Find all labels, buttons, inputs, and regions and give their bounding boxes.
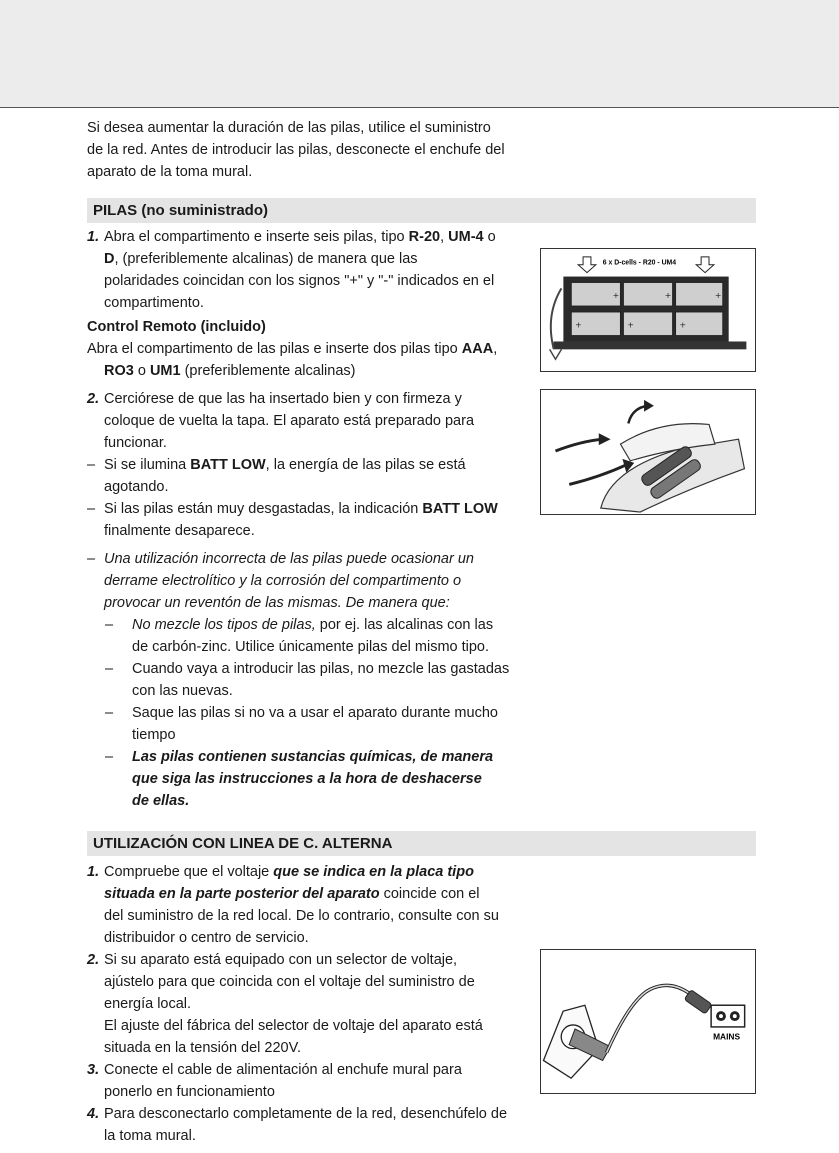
mains-plug-illustration xyxy=(541,950,755,1093)
text-run: por ej. las alcalinas con las xyxy=(315,617,494,633)
remote-battery-illustration xyxy=(541,390,755,514)
text-line xyxy=(87,360,527,382)
text-line: Saque las pilas si no va a usar el aparato durante mucho xyxy=(132,705,498,721)
battery-type: R-20 xyxy=(408,229,441,245)
step-number: 1. xyxy=(87,864,100,880)
text-run: , la energía de las pilas se está xyxy=(265,457,466,473)
section-header-ac: UTILIZACIÓN CON LINEA DE C. ALTERNA xyxy=(87,831,756,856)
battery-type: RO3 xyxy=(104,363,134,379)
text-line xyxy=(132,614,527,636)
cells-caption: 6 x D-cells - R20 - UM4 xyxy=(602,259,677,267)
step-number: 1. xyxy=(87,229,100,245)
battery-type: UM-4 xyxy=(448,229,484,245)
warning-sub-1 xyxy=(87,614,527,658)
text-line: tiempo xyxy=(132,727,176,743)
text-line: que siga las instrucciones a la hora de deshacerse xyxy=(132,771,482,787)
text-line: distribuidor o centro de servicio. xyxy=(104,930,309,946)
text-line: compartimento. xyxy=(104,295,204,311)
mains-caption: MAINS xyxy=(713,1031,741,1042)
svg-text:+: + xyxy=(575,320,582,330)
text-line xyxy=(87,338,527,360)
note-batt-low-off xyxy=(87,498,527,542)
battery-type: D xyxy=(104,251,115,267)
dash-marker: – xyxy=(87,501,96,517)
intro-paragraph xyxy=(87,117,527,183)
text-line xyxy=(104,883,527,905)
step-number: 2. xyxy=(87,952,100,968)
step-number: 3. xyxy=(87,1062,100,1078)
text-line: derrame electrolítico y la corrosión del compartimento o xyxy=(104,573,462,589)
ac-step-3 xyxy=(87,1059,527,1103)
text-line: finalmente desaparece. xyxy=(104,523,255,539)
text-line: Conecte el cable de alimentación al enchufe mural para xyxy=(104,1062,462,1078)
step-2 xyxy=(87,388,527,454)
text-line: Una utilización incorrecta de las pilas puede ocasionar un xyxy=(104,551,474,567)
text-run: No mezcle los tipos de pilas, xyxy=(132,617,316,633)
warning-sub-2 xyxy=(87,658,527,702)
text-line: situada en la tensión del 220V. xyxy=(104,1040,301,1056)
text-run: , xyxy=(493,341,498,357)
svg-text:+: + xyxy=(679,320,687,330)
warning-sub-3 xyxy=(87,702,527,746)
text-line: ponerlo en funcionamiento xyxy=(104,1084,275,1100)
note-batt-low-on xyxy=(87,454,527,498)
intro-line: aparato de la toma mural. xyxy=(87,164,253,180)
text-line: Las pilas contienen sustancias químicas, de manera xyxy=(132,749,494,765)
text-line xyxy=(104,454,527,476)
text-line: con las nuevas. xyxy=(132,683,233,699)
svg-text:+: + xyxy=(612,291,620,301)
svg-text:+: + xyxy=(664,291,672,301)
dash-marker: – xyxy=(105,617,114,633)
text-line xyxy=(104,498,527,520)
step-number: 4. xyxy=(87,1106,100,1122)
warning-sub-4 xyxy=(87,746,527,812)
indicator-name: BATT LOW xyxy=(190,457,266,473)
text-line: ajústelo para que coincida con el voltaje del suministro de xyxy=(104,974,475,990)
text-line xyxy=(104,248,527,270)
svg-text:+: + xyxy=(714,291,722,301)
battery-type: AAA xyxy=(461,341,494,357)
text-line: agotando. xyxy=(104,479,169,495)
text-line: del suministro de la red local. De lo contrario, consulte con su xyxy=(104,908,499,924)
intro-line: Si desea aumentar la duración de las pilas, utilice el suministro xyxy=(87,120,491,136)
text-run: Si se ilumina xyxy=(104,457,191,473)
text-line: Si su aparato está equipado con un selector de voltaje, xyxy=(104,952,458,968)
text-line: coloque de vuelta la tapa. El aparato está preparado para xyxy=(104,413,475,429)
text-line: Cerciórese de que las ha insertado bien y con firmeza y xyxy=(104,391,462,407)
text-run: , xyxy=(440,229,449,245)
text-line: provocar un reventón de las mismas. De manera que: xyxy=(104,595,450,611)
text-line: de ellas. xyxy=(132,793,190,809)
text-run: que se indica en la placa tipo xyxy=(273,864,474,880)
text-run: Si las pilas están muy desgastadas, la indicación xyxy=(104,501,423,517)
ac-step-2 xyxy=(87,949,527,1059)
ac-step-4 xyxy=(87,1103,527,1147)
text-run: Abra el compartimento e inserte seis pilas, tipo xyxy=(104,229,409,245)
text-line: la toma mural. xyxy=(104,1128,196,1144)
text-line: funcionar. xyxy=(104,435,167,451)
mains-plug-figure xyxy=(540,949,756,1094)
text-run: o xyxy=(133,363,150,379)
text-line xyxy=(104,861,527,883)
ac-step-1 xyxy=(87,861,527,949)
svg-text:+: + xyxy=(627,320,634,330)
page-header-band xyxy=(0,0,839,108)
text-line: de carbón-zinc. Utilice únicamente pilas del mismo tipo. xyxy=(132,639,490,655)
dash-marker: – xyxy=(87,457,96,473)
remote-heading: Control Remoto (incluido) xyxy=(87,319,266,335)
indicator-name: BATT LOW xyxy=(422,501,498,517)
section-ac-body xyxy=(87,861,527,1147)
section-pilas-body xyxy=(87,226,527,812)
intro-line: de la red. Antes de introducir las pilas, desconecte el enchufe del xyxy=(87,142,505,158)
text-line: Cuando vaya a introducir las pilas, no mezcle las gastadas xyxy=(132,661,510,677)
dash-marker: – xyxy=(105,661,114,677)
text-run: Abra el compartimento de las pilas e inserte dos pilas tipo xyxy=(87,341,462,357)
text-run: situada en la parte posterior del aparato xyxy=(104,886,380,902)
text-line: El ajuste del fábrica del selector de voltaje del aparato está xyxy=(104,1018,483,1034)
remote-paragraph xyxy=(87,338,527,382)
dash-marker: – xyxy=(105,749,114,765)
text-line: energía local. xyxy=(104,996,192,1012)
section-header-pilas: PILAS (no suministrado) xyxy=(87,198,756,223)
text-run: o xyxy=(483,229,496,245)
dash-marker: – xyxy=(105,705,114,721)
text-line: polaridades coincidan con los signos "+" y "-" indicados en el xyxy=(104,273,495,289)
text-line xyxy=(104,226,527,248)
step-number: 2. xyxy=(87,391,100,407)
text-run: (preferiblemente alcalinas) xyxy=(180,363,356,379)
battery-compartment-illustration xyxy=(541,249,755,371)
text-run: coincide con el xyxy=(379,886,480,902)
step-1 xyxy=(87,226,527,314)
text-run: Compruebe que el voltaje xyxy=(104,864,274,880)
remote-battery-figure xyxy=(540,389,756,515)
text-line: Para desconectarlo completamente de la red, desenchúfelo de xyxy=(104,1106,508,1122)
battery-type: UM1 xyxy=(149,363,181,379)
warning-block xyxy=(87,548,527,614)
text-run: , (preferiblemente alcalinas) de manera que las xyxy=(114,251,418,267)
battery-compartment-figure xyxy=(540,248,756,372)
dash-marker: – xyxy=(87,551,96,567)
